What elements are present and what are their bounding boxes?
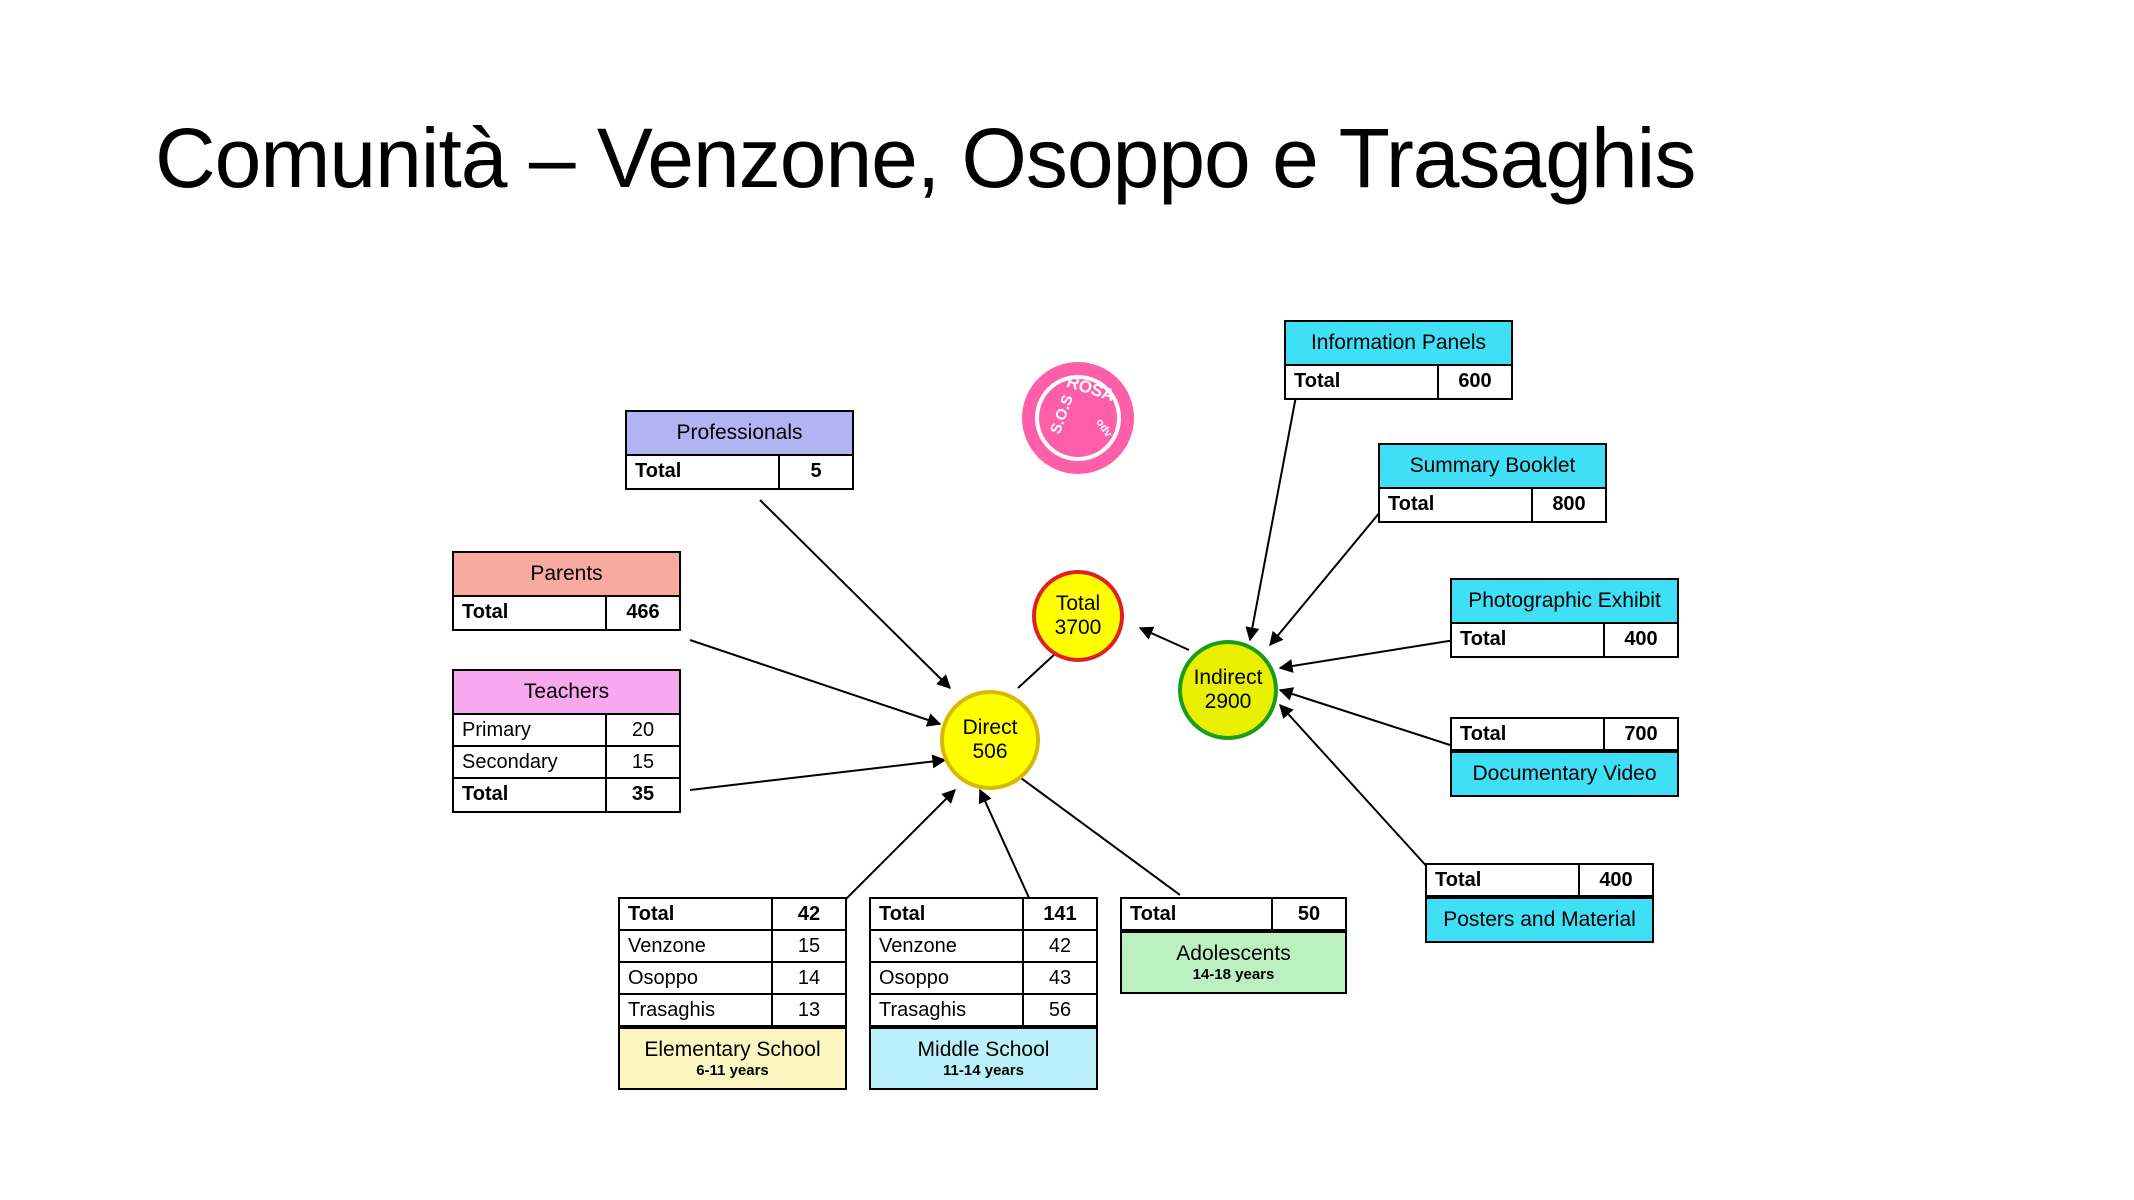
node-indirect[interactable] [1178,640,1278,740]
adolescents-age: 14-18 years [1192,966,1275,984]
adolescents-footer: Adolescents 14-18 years [1122,931,1345,992]
logo-small-text: odv [1093,416,1115,440]
row-value: 43 [1024,963,1096,993]
table-row [1380,489,1605,521]
box-adolescents[interactable] [1120,897,1347,994]
box-posters-and-material[interactable] [1425,863,1654,943]
logo-text [1022,362,1134,474]
row-label: Trasaghis [620,995,773,1025]
row-label: Total [1427,865,1580,895]
row-value: 50 [1273,899,1345,929]
box-elementary-school[interactable] [618,897,847,1090]
table-row [1452,624,1677,656]
node-total-label: Total 3700 [1054,591,1102,639]
row-value: 15 [607,747,679,777]
elementary-school-footer: Elementary School 6-11 years [620,1027,845,1088]
row-value: 5 [780,456,852,488]
box-parents[interactable] [452,551,681,631]
table-row [454,597,679,629]
box-documentary-video[interactable] [1450,717,1679,797]
table-row [454,747,679,779]
table-row [1122,899,1345,931]
row-value: 15 [773,931,845,961]
row-label: Total [620,899,773,929]
row-value: 42 [1024,931,1096,961]
row-label: Venzone [620,931,773,961]
row-label: Total [1380,489,1533,521]
posters-and-material-footer: Posters and Material [1427,897,1652,941]
row-value: 13 [773,995,845,1025]
node-direct[interactable] [940,690,1040,790]
row-label: Total [454,779,607,811]
table-row [1286,366,1511,398]
information-panels-header: Information Panels [1286,322,1511,366]
row-label: Total [454,597,607,629]
row-label: Osoppo [871,963,1024,993]
middle-school-footer: Middle School 11-14 years [871,1027,1096,1088]
row-value: 35 [607,779,679,811]
photographic-exhibit-header: Photographic Exhibit [1452,580,1677,624]
row-value: 400 [1580,865,1652,895]
table-row [871,963,1096,995]
box-information-panels[interactable] [1284,320,1513,400]
middle-school-age: 11-14 years [943,1062,1024,1080]
row-label: Total [1452,624,1605,656]
sos-rosa-logo [1022,362,1134,474]
summary-booklet-header: Summary Booklet [1380,445,1605,489]
node-indirect-label: Indirect 2900 [1193,665,1263,713]
row-label: Primary [454,715,607,745]
row-value: 141 [1024,899,1096,929]
table-row [871,995,1096,1027]
table-row [620,963,845,995]
parents-header: Parents [454,553,679,597]
box-summary-booklet[interactable] [1378,443,1607,523]
row-label: Total [871,899,1024,929]
row-label: Total [627,456,780,488]
logo-top-text: ROSA [1064,371,1118,406]
table-row [620,995,845,1027]
table-row [871,931,1096,963]
row-value: 700 [1605,719,1677,749]
box-photographic-exhibit[interactable] [1450,578,1679,658]
box-professionals[interactable] [625,410,854,490]
row-label: Osoppo [620,963,773,993]
table-row [620,931,845,963]
row-label: Total [1286,366,1439,398]
table-row [1427,865,1652,897]
teachers-header: Teachers [454,671,679,715]
table-row [620,899,845,931]
documentary-video-footer: Documentary Video [1452,751,1677,795]
row-value: 20 [607,715,679,745]
table-row [454,779,679,811]
row-value: 600 [1439,366,1511,398]
row-value: 466 [607,597,679,629]
table-row [1452,719,1677,751]
table-row [871,899,1096,931]
row-value: 800 [1533,489,1605,521]
row-value: 56 [1024,995,1096,1025]
box-teachers[interactable] [452,669,681,813]
row-value: 42 [773,899,845,929]
row-value: 400 [1605,624,1677,656]
elementary-school-age: 6-11 years [696,1062,769,1080]
node-total[interactable] [1032,570,1124,662]
professionals-header: Professionals [627,412,852,456]
row-value: 14 [773,963,845,993]
row-label: Venzone [871,931,1024,961]
page-title: Comunità – Venzone, Osoppo e Trasaghis [155,111,1696,205]
row-label: Total [1122,899,1273,929]
table-row [627,456,852,488]
row-label: Secondary [454,747,607,777]
row-label: Trasaghis [871,995,1024,1025]
box-middle-school[interactable] [869,897,1098,1090]
logo-left-text: S.O.S [1047,392,1077,437]
row-label: Total [1452,719,1605,749]
node-direct-label: Direct 506 [962,715,1018,763]
table-row [454,715,679,747]
